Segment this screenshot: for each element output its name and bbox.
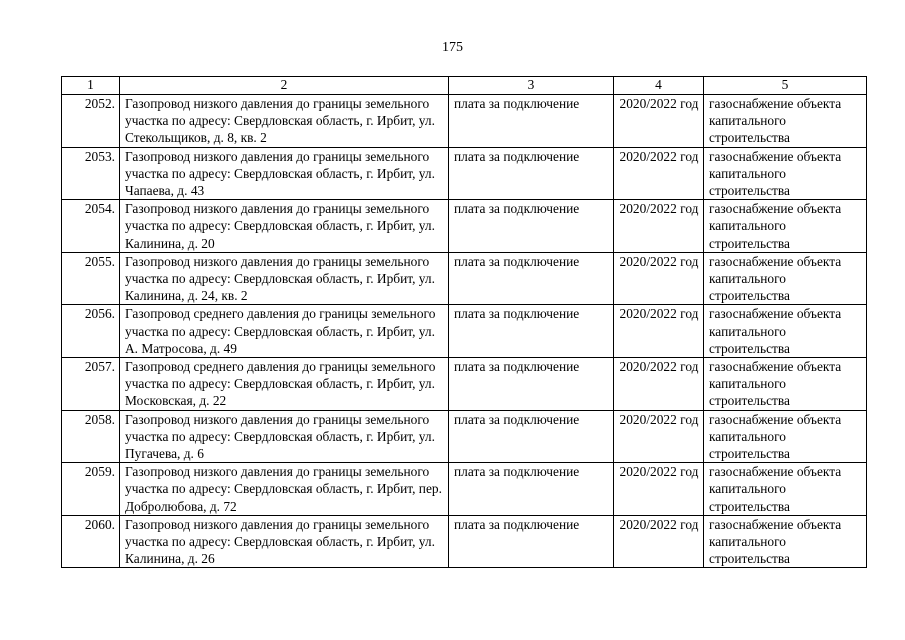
- row-number: 2057.: [62, 358, 120, 411]
- object-name: Газопровод среднего давления до границы земельного участка по адресу: Свердловская область, г. Ирбит, ул. А. Матросова, д. 49: [120, 305, 449, 358]
- object-name: Газопровод низкого давления до границы земельного участка по адресу: Свердловская область, г. Ирбит, ул. Пугачева, д. 6: [120, 410, 449, 463]
- fee-type: плата за подключение: [449, 305, 614, 358]
- purpose: газоснабжение объекта капитального строительства: [704, 200, 867, 253]
- period: 2020/2022 год: [614, 95, 704, 148]
- purpose: газоснабжение объекта капитального строительства: [704, 305, 867, 358]
- row-number: 2060.: [62, 515, 120, 568]
- fee-type: плата за подключение: [449, 515, 614, 568]
- table-row: [62, 200, 867, 253]
- column-header-1: 1: [62, 77, 120, 95]
- table-row: [62, 463, 867, 516]
- column-header-4: 4: [614, 77, 704, 95]
- page-number: 175: [442, 40, 463, 55]
- object-name: Газопровод низкого давления до границы земельного участка по адресу: Свердловская область, г. Ирбит, ул. Калинина, д. 24, кв. 2: [120, 252, 449, 305]
- period: 2020/2022 год: [614, 358, 704, 411]
- row-number: 2053.: [62, 147, 120, 200]
- fee-type: плата за подключение: [449, 410, 614, 463]
- purpose: газоснабжение объекта капитального строительства: [704, 463, 867, 516]
- table-body: [62, 95, 867, 568]
- period: 2020/2022 год: [614, 305, 704, 358]
- object-name: Газопровод низкого давления до границы земельного участка по адресу: Свердловская область, г. Ирбит, ул. Калинина, д. 26: [120, 515, 449, 568]
- period: 2020/2022 год: [614, 147, 704, 200]
- purpose: газоснабжение объекта капитального строительства: [704, 358, 867, 411]
- row-number: 2052.: [62, 95, 120, 148]
- purpose: газоснабжение объекта капитального строительства: [704, 147, 867, 200]
- fee-type: плата за подключение: [449, 252, 614, 305]
- period: 2020/2022 год: [614, 252, 704, 305]
- period: 2020/2022 год: [614, 410, 704, 463]
- table-header: [62, 77, 867, 95]
- fee-type: плата за подключение: [449, 200, 614, 253]
- row-number: 2055.: [62, 252, 120, 305]
- table-row: [62, 252, 867, 305]
- purpose: газоснабжение объекта капитального строительства: [704, 410, 867, 463]
- row-number: 2056.: [62, 305, 120, 358]
- column-header-3: 3: [449, 77, 614, 95]
- row-number: 2058.: [62, 410, 120, 463]
- object-name: Газопровод низкого давления до границы земельного участка по адресу: Свердловская область, г. Ирбит, ул. Стекольщиков, д. 8, кв. 2: [120, 95, 449, 148]
- period: 2020/2022 год: [614, 200, 704, 253]
- table-row: [62, 147, 867, 200]
- object-name: Газопровод низкого давления до границы земельного участка по адресу: Свердловская область, г. Ирбит, пер. Добролюбова, д. 72: [120, 463, 449, 516]
- data-table: [61, 76, 867, 568]
- period: 2020/2022 год: [614, 463, 704, 516]
- fee-type: плата за подключение: [449, 358, 614, 411]
- period: 2020/2022 год: [614, 515, 704, 568]
- column-header-5: 5: [704, 77, 867, 95]
- fee-type: плата за подключение: [449, 95, 614, 148]
- purpose: газоснабжение объекта капитального строительства: [704, 252, 867, 305]
- table-row: [62, 305, 867, 358]
- object-name: Газопровод низкого давления до границы земельного участка по адресу: Свердловская область, г. Ирбит, ул. Чапаева, д. 43: [120, 147, 449, 200]
- table-row: [62, 358, 867, 411]
- object-name: Газопровод среднего давления до границы земельного участка по адресу: Свердловская область, г. Ирбит, ул. Московская, д. 22: [120, 358, 449, 411]
- table-row: [62, 410, 867, 463]
- purpose: газоснабжение объекта капитального строительства: [704, 515, 867, 568]
- column-header-2: 2: [120, 77, 449, 95]
- row-number: 2059.: [62, 463, 120, 516]
- fee-type: плата за подключение: [449, 147, 614, 200]
- table-row: [62, 95, 867, 148]
- object-name: Газопровод низкого давления до границы земельного участка по адресу: Свердловская область, г. Ирбит, ул. Калинина, д. 20: [120, 200, 449, 253]
- row-number: 2054.: [62, 200, 120, 253]
- purpose: газоснабжение объекта капитального строительства: [704, 95, 867, 148]
- fee-type: плата за подключение: [449, 463, 614, 516]
- table-row: [62, 515, 867, 568]
- header-row: [62, 77, 867, 95]
